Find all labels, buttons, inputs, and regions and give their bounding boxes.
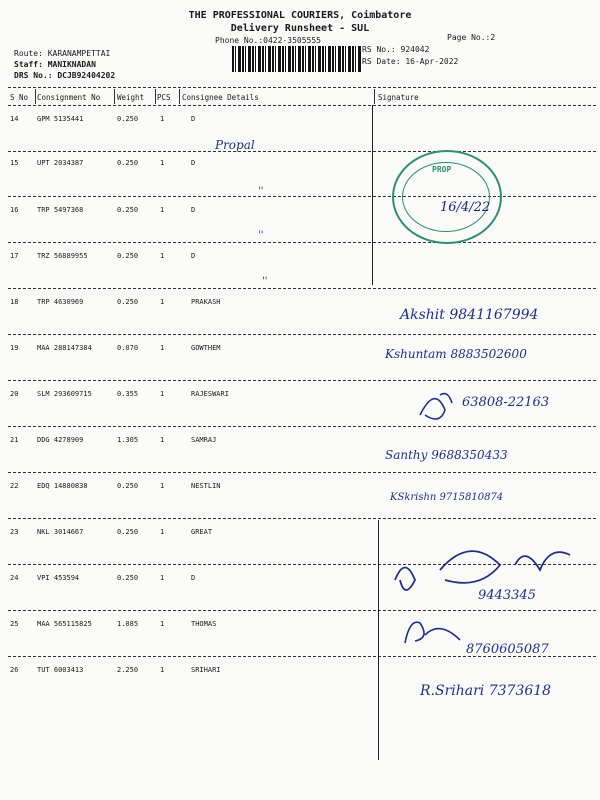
- row-pcs: 1: [160, 344, 165, 352]
- signature-ink-line: [378, 520, 379, 760]
- row-divider: [8, 196, 596, 197]
- col-sep: [374, 89, 375, 104]
- row-consignee: SAMRAJ: [191, 436, 217, 444]
- rs-number: RS No.: 924042: [362, 45, 430, 54]
- table-row: [0, 482, 600, 528]
- col-header-pcs: PCS: [157, 93, 171, 102]
- col-sep: [114, 89, 115, 104]
- header-divider-bottom: [8, 105, 596, 106]
- row-sno: 25: [10, 620, 19, 628]
- row-consignee: NESTLIN: [191, 482, 221, 490]
- row-consignment: TRP 5497368: [37, 206, 84, 214]
- row-consignment: NKL 3014667: [37, 528, 84, 536]
- row-weight: 2.250: [117, 666, 139, 674]
- signature-row-24: 9443345: [478, 588, 536, 603]
- signature-scribble-row-24: [385, 540, 585, 600]
- table-row: [0, 252, 600, 298]
- row-consignment: EDQ 14880838: [37, 482, 88, 490]
- bracket-ink-line: [372, 105, 373, 285]
- row-sno: 14: [10, 115, 19, 123]
- row-consignee: D: [191, 206, 196, 214]
- row-consignment: SLM 293609715: [37, 390, 92, 398]
- staff-label: Staff: MANIKNADAN: [14, 60, 96, 69]
- signature-row-22: KSkrishn 9715810874: [390, 492, 504, 503]
- handwritten-ditto: '': [262, 276, 268, 287]
- row-pcs: 1: [160, 574, 165, 582]
- table-row: [0, 436, 600, 482]
- row-sno: 18: [10, 298, 19, 306]
- row-weight: 0.250: [117, 206, 139, 214]
- row-sno: 16: [10, 206, 19, 214]
- row-sno: 20: [10, 390, 19, 398]
- row-divider: [8, 151, 596, 152]
- phone-number: Phone No.:0422-3505555: [215, 36, 321, 45]
- row-sno: 23: [10, 528, 19, 536]
- row-divider: [8, 334, 596, 335]
- handwritten-ditto: '': [258, 230, 264, 241]
- row-consignment: TRZ 56889955: [37, 252, 88, 260]
- row-weight: 0.250: [117, 528, 139, 536]
- barcode: [232, 46, 362, 72]
- row-consignee: D: [191, 115, 196, 123]
- row-consignee: SRIHARI: [191, 666, 221, 674]
- row-weight: 0.250: [117, 482, 139, 490]
- row-pcs: 1: [160, 298, 165, 306]
- row-divider: [8, 380, 596, 381]
- signature-row-26: R.Srihari 7373618: [420, 683, 552, 699]
- table-row: [0, 159, 600, 205]
- row-pcs: 1: [160, 115, 165, 123]
- row-consignment: GPM 5135441: [37, 115, 84, 123]
- row-consignment: TUT 6003413: [37, 666, 84, 674]
- col-sep: [35, 89, 36, 104]
- row-consignment: TRP 4630969: [37, 298, 84, 306]
- signature-scribble-row-20: [410, 385, 460, 425]
- signature-row-19: Kshuntam 8883502600: [385, 347, 527, 361]
- row-divider: [8, 610, 596, 611]
- signature-row-20: 63808-22163: [462, 395, 550, 410]
- row-pcs: 1: [160, 390, 165, 398]
- handwritten-ditto: '': [258, 186, 264, 197]
- row-weight: 0.355: [117, 390, 139, 398]
- col-sep: [155, 89, 156, 104]
- row-sno: 15: [10, 159, 19, 167]
- row-divider: [8, 288, 596, 289]
- row-consignee: D: [191, 574, 196, 582]
- row-pcs: 1: [160, 528, 165, 536]
- row-consignee: PRAKASH: [191, 298, 221, 306]
- handwritten-propal: Propal: [215, 138, 255, 152]
- row-consignee: GREAT: [191, 528, 213, 536]
- row-consignment: MAA 565115825: [37, 620, 92, 628]
- row-consignee: RAJESWARI: [191, 390, 229, 398]
- row-consignment: DDG 4278909: [37, 436, 84, 444]
- signature-row-21: Santhy 9688350433: [385, 448, 508, 462]
- row-pcs: 1: [160, 666, 165, 674]
- row-divider: [8, 426, 596, 427]
- row-consignment: UPT 2034387: [37, 159, 84, 167]
- col-header-sno: S No: [10, 93, 29, 102]
- row-pcs: 1: [160, 482, 165, 490]
- row-divider: [8, 472, 596, 473]
- row-weight: 0.070: [117, 344, 139, 352]
- row-pcs: 1: [160, 620, 165, 628]
- row-consignee: D: [191, 159, 196, 167]
- company-name: THE PROFESSIONAL COURIERS, Coimbatore: [188, 10, 412, 21]
- table-row: [0, 206, 600, 252]
- stamp-text: PROP: [432, 165, 452, 174]
- row-pcs: 1: [160, 436, 165, 444]
- row-sno: 24: [10, 574, 19, 582]
- row-divider: [8, 242, 596, 243]
- row-weight: 0.250: [117, 574, 139, 582]
- col-header-consignment: Consignment No: [37, 93, 101, 102]
- col-header-signature: Signature: [378, 93, 419, 102]
- row-sno: 26: [10, 666, 19, 674]
- col-header-weight: Weight: [117, 93, 145, 102]
- row-sno: 22: [10, 482, 19, 490]
- row-weight: 0.250: [117, 298, 139, 306]
- table-row: [0, 115, 600, 161]
- row-weight: 0.250: [117, 115, 139, 123]
- row-consignee: D: [191, 252, 196, 260]
- row-pcs: 1: [160, 252, 165, 260]
- row-consignment: VPI 453594: [37, 574, 80, 582]
- row-sno: 19: [10, 344, 19, 352]
- row-sno: 21: [10, 436, 19, 444]
- row-weight: 1.305: [117, 436, 139, 444]
- row-consignment: MAA 288147384: [37, 344, 92, 352]
- sheet-title: Delivery Runsheet - SUL: [230, 23, 370, 34]
- col-sep: [179, 89, 180, 104]
- header-divider-top: [8, 87, 596, 88]
- signature-row-25: 8760605087: [466, 642, 549, 657]
- signature-row-18: Akshit 9841167994: [400, 307, 539, 323]
- page-number: Page No.:2: [447, 33, 496, 42]
- stamp-date: 16/4/22: [440, 200, 491, 215]
- row-weight: 0.250: [117, 159, 139, 167]
- rs-date: RS Date: 16-Apr-2022: [362, 57, 459, 66]
- row-pcs: 1: [160, 206, 165, 214]
- drs-number: DRS No.: DCJB92404202: [14, 71, 116, 80]
- row-weight: 1.085: [117, 620, 139, 628]
- row-divider: [8, 518, 596, 519]
- col-header-consignee: Consignee Details: [182, 93, 259, 102]
- row-sno: 17: [10, 252, 19, 260]
- row-consignee: THOMAS: [191, 620, 217, 628]
- signature-scribble-row-25: [400, 615, 470, 650]
- row-pcs: 1: [160, 159, 165, 167]
- row-consignee: GOWTHEM: [191, 344, 221, 352]
- route-label: Route: KARANAMPETTAI: [14, 49, 111, 58]
- row-weight: 0.250: [117, 252, 139, 260]
